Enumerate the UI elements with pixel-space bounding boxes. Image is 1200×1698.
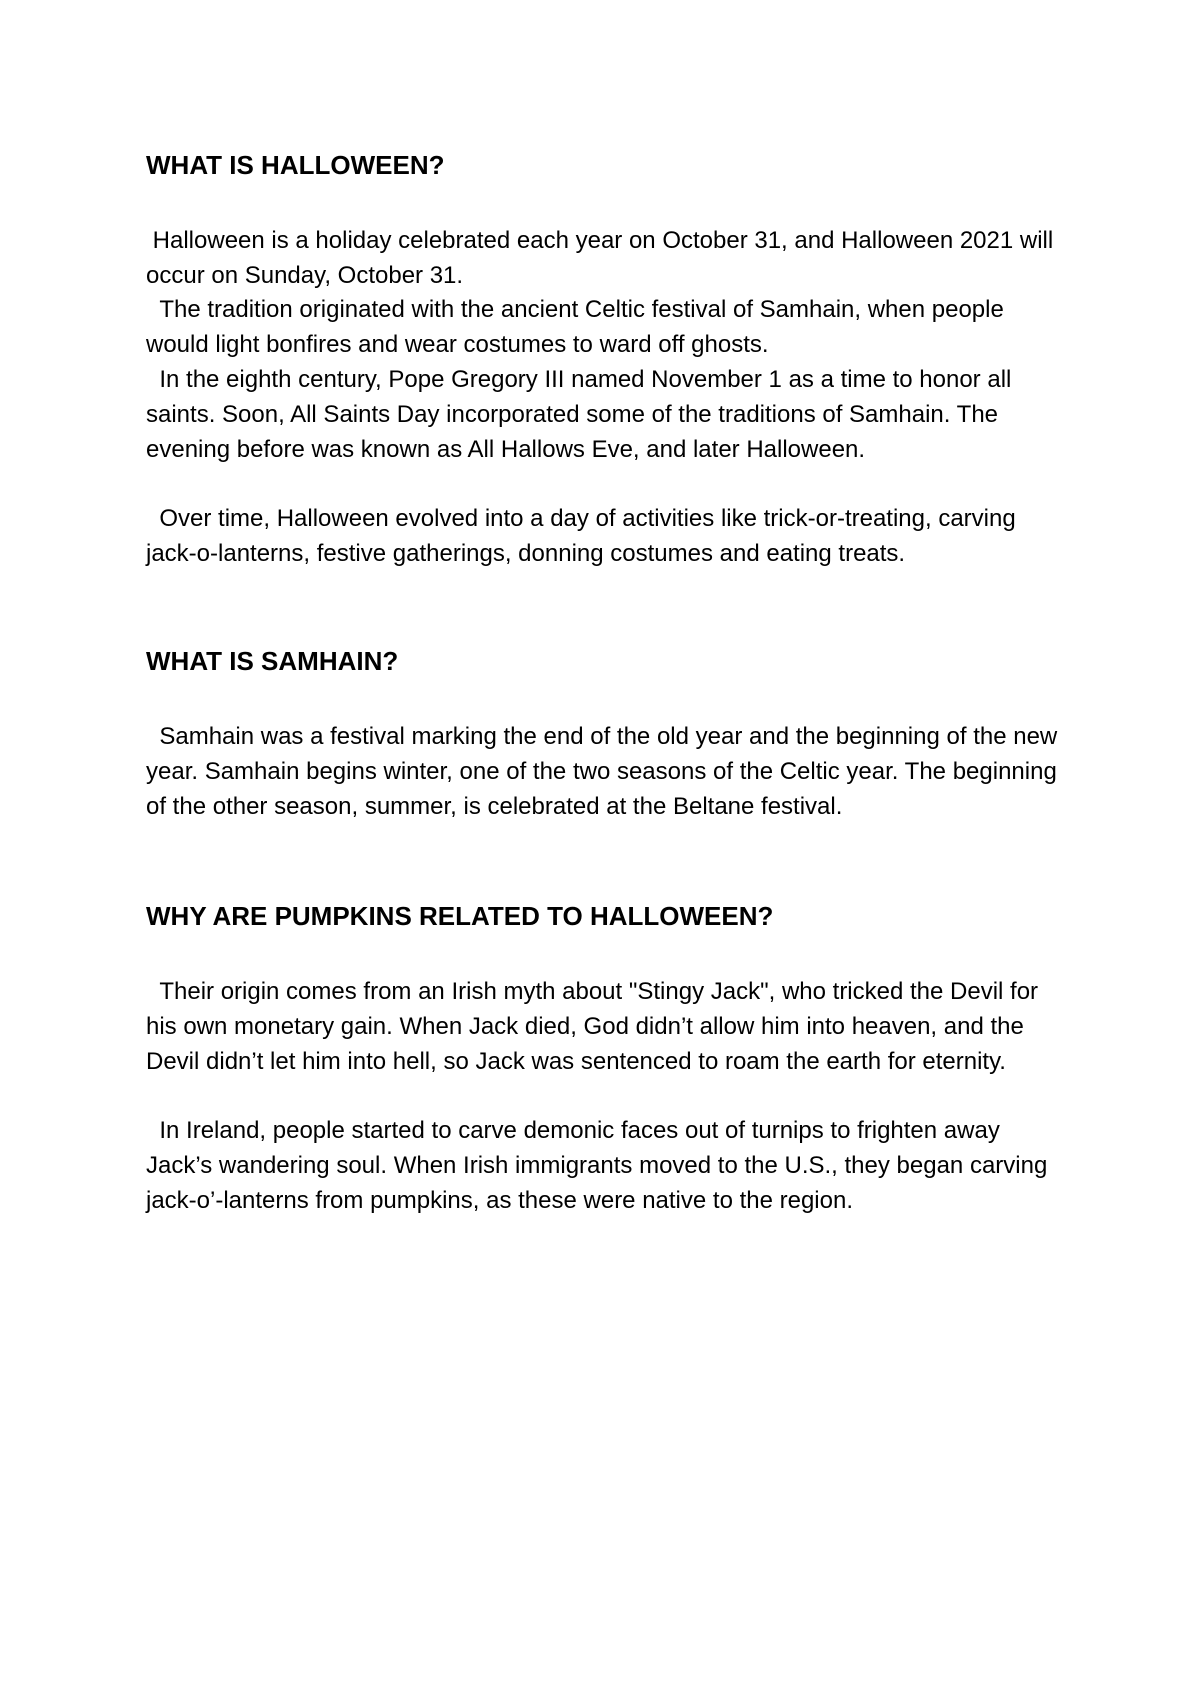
heading-what-is-halloween: WHAT IS HALLOWEEN? [146, 150, 445, 180]
paragraph-halloween-date: Halloween is a holiday celebrated each year on October 31, and Halloween 2021 will occur on Sunday, October 31. [146, 227, 1060, 289]
paragraph-samhain-festival: Samhain was a festival marking the end of the old year and the beginning of the new year. Samhain begins winter, one of the two seasons of the Celtic year. The beginning of the other season, summer, is celebrated at the Beltane festival. [146, 723, 1064, 820]
paragraph-celtic-origin: The tradition originated with the ancient Celtic festival of Samhain, when people would light bonfires and wear costumes to ward off ghosts. [146, 296, 1011, 358]
paragraph-all-saints-day: In the eighth century, Pope Gregory III named November 1 as a time to honor all saints. Soon, All Saints Day incorporated some of the traditions of Samhain. The evening before was known as All Hallows Eve, and later Halloween. [146, 366, 1019, 463]
paragraph-stingy-jack: Their origin comes from an Irish myth about "Stingy Jack", who tricked the Devil for his own monetary gain. When Jack died, God didn’t allow him into heaven, and the Devil didn’t let him into hell, so Jack was sentenced to roam the earth for eternity. [146, 978, 1045, 1075]
paragraph-modern-activities: Over time, Halloween evolved into a day of activities like trick-or-treating, carving jack-o-lanterns, festive gatherings, donning costumes and eating treats. [146, 505, 1023, 567]
heading-pumpkins-halloween: WHY ARE PUMPKINS RELATED TO HALLOWEEN? [146, 901, 774, 931]
paragraph-jack-o-lanterns: In Ireland, people started to carve demonic faces out of turnips to frighten away Jack’s wandering soul. When Irish immigrants moved to the U.S., they began carving jack-o’-lanterns from pumpkins, as these were native to the region. [146, 1117, 1054, 1214]
heading-what-is-samhain: WHAT IS SAMHAIN? [146, 646, 399, 676]
